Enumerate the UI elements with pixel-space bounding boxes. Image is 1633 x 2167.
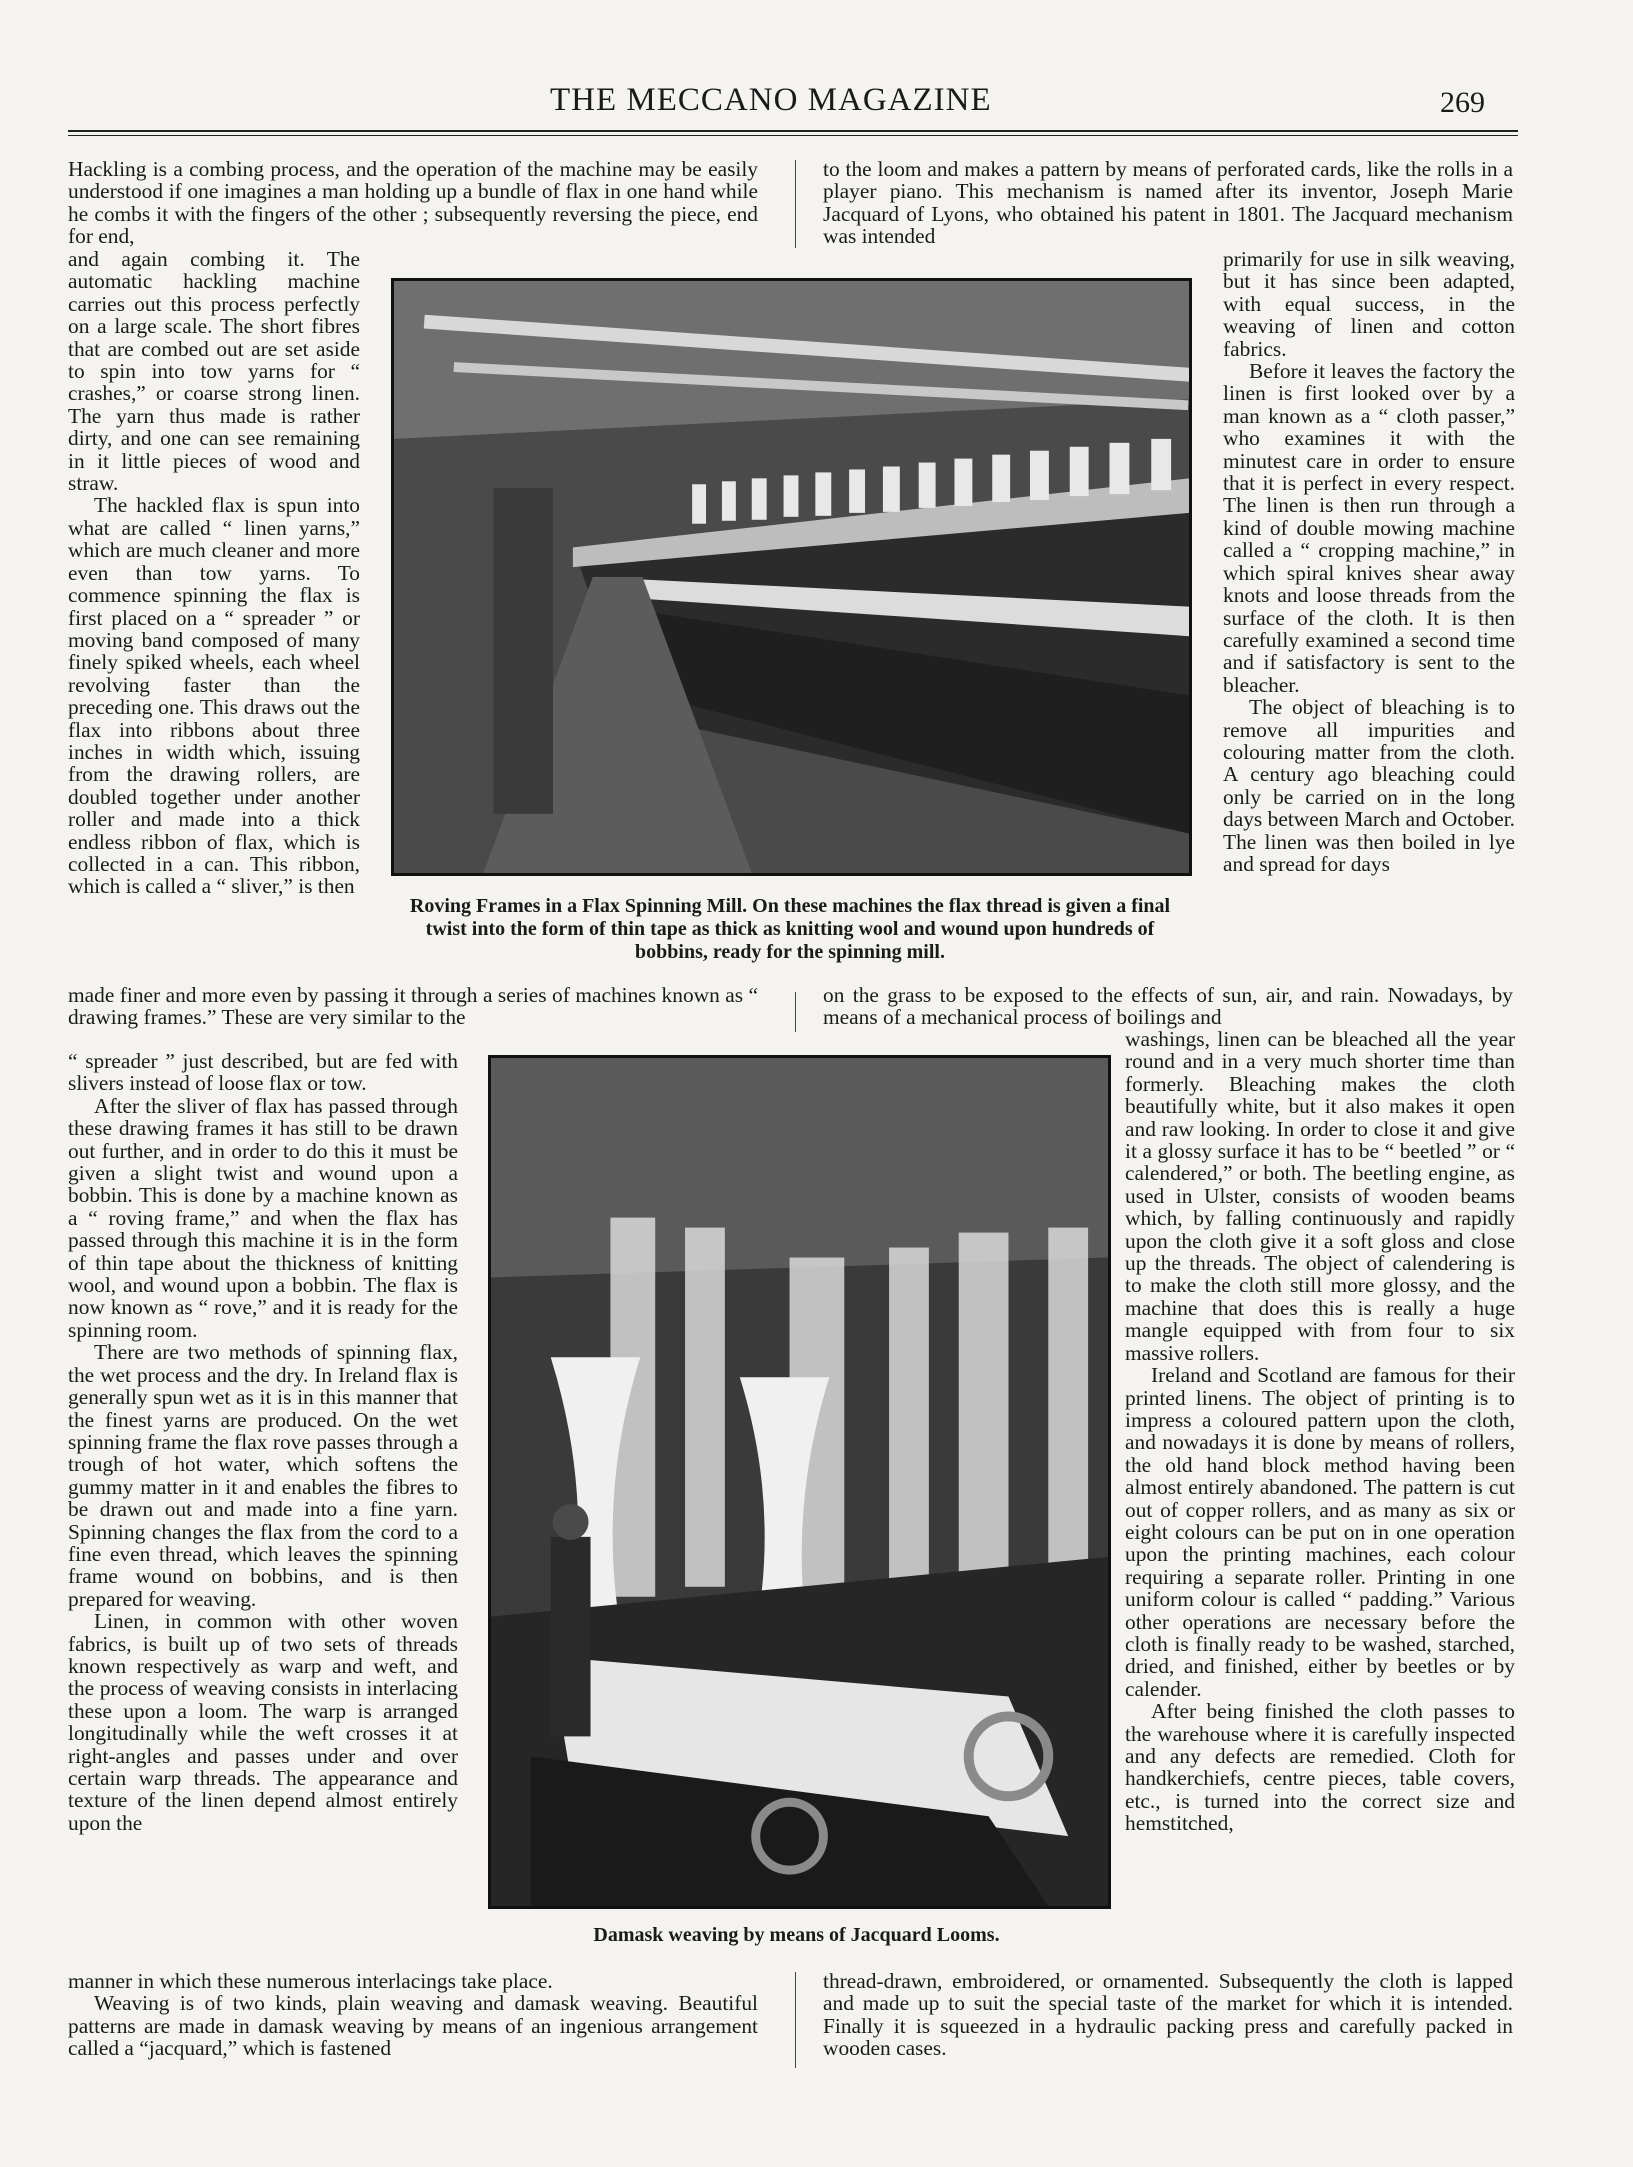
paragraph: The hackled flax is spun into what are called “ linen yarns,” which are much cleaner and more even than tow yarns. To commence spinning the flax is first placed on a “ spreader ” or moving band composed of many finely spiked wheels, each wheel revolving faster than the preceding one. This draws out the flax into ribbons about three inches in width which, issuing from the drawing rollers, are doubled together under another roller and made into a thick endless ribbon of flax, which is collected in a can. This ribbon, which is called a “ sliver,” is then <box>68 493 360 899</box>
text-block <box>68 248 360 898</box>
photo-caption: Damask weaving by means of Jacquard Looms. <box>593 1924 1000 1946</box>
paragraph: and again combing it. The automatic hackling machine carries out this process perfectly on a large scale. The short fibres that are combed out are set aside to spin into tow yarns for “ crashes,” or coarse strong linen. The yarn thus made is rather dirty, and one can see remaining in it little pieces of wood and straw. <box>68 247 360 496</box>
paragraph: thread-drawn, embroidered, or ornamented. Subsequently the cloth is lapped and made up to suit the special taste of the market for which it is intended. Finally it is squeezed in a hydraulic packing press and carefully packed in wooden cases. <box>823 1969 1513 2061</box>
photo-caption: Roving Frames in a Flax Spinning Mill. On these machines the flax thread is given a final twist into the form of thin tape as thick as knitting wool and wound upon hundreds of bobbins, ready for the spinning mill. <box>409 895 1171 963</box>
paragraph: Hackling is a combing process, and the operation of the machine may be easily understood if one imagines a man holding up a bundle of flax in one hand while he combs it with the fingers of the other ; subsequently reversing the piece, end for end, <box>68 157 758 249</box>
paragraph: The object of bleaching is to remove all impurities and colouring matter from the cloth. A century ago bleaching could only be carried on in the long days between March and October. The linen was then boiled in lye and spread for days <box>1223 695 1515 876</box>
paragraph: After being finished the cloth passes to the warehouse where it is carefully inspected and any defects are remedied. Cloth for handkerchiefs, centre pieces, table covers, etc., is turned into the correct size and hemstitched, <box>1125 1699 1515 1836</box>
paragraph: After the sliver of flax has passed through these drawing frames it has still to be drawn out further, and in order to do this it must be given a slight twist and wound upon a bobbin. This is done by a machine known as a “ roving frame,” and when the flax has passed through this machine it is in the form of thin tape about the thickness of knitting wool, and wound upon a bobbin. The flax is now known as “ rove,” and it is ready for the spinning room. <box>68 1093 458 1342</box>
paragraph: manner in which these numerous interlacings take place. <box>68 1969 553 1993</box>
column-divider-top <box>795 160 796 248</box>
text-block <box>68 984 758 1029</box>
jacquard-looms-photo <box>488 1055 1111 1909</box>
text-block <box>68 158 758 248</box>
column-divider-bottom <box>795 1972 796 2068</box>
paragraph: Before it leaves the factory the linen is first looked over by a man known as a “ cloth passer,” who examines it with the minutest care in order to ensure that it is perfect in every respect. The linen is then run through a kind of double mowing machine called a “ cropping machine,” in which spiral knives shear away knots and loose threads from the surface of the cloth. It is then carefully examined a second time and if satisfactory is sent to the bleacher. <box>1223 359 1515 697</box>
paragraph: made finer and more even by passing it through a series of machines known as “ drawing frames.” These are very similar to the <box>68 983 758 1030</box>
paragraph: on the grass to be exposed to the effects of sun, air, and rain. Nowadays, by means of a mechanical process of boilings and <box>823 983 1513 1030</box>
paragraph: “ spreader ” just described, but are fed with slivers instead of loose flax or tow. <box>68 1049 458 1096</box>
paragraph: There are two methods of spinning flax, the wet process and the dry. In Ireland flax is generally spun wet as it is in this manner that the finest yarns are produced. On the wet spinning frame the flax rove passes through a trough of hot water, which softens the gummy matter in it and enables the fibres to be drawn out and made into a fine yarn. Spinning changes the flax from the cord to a fine even thread, which leaves the spinning frame wound on bobbins, and is then prepared for weaving. <box>68 1340 458 1611</box>
paragraph: primarily for use in silk weaving, but it has since been adapted, with equal success, in the weaving of linen and cotton fabrics. <box>1223 247 1515 361</box>
text-block <box>823 1970 1513 2060</box>
header-rule-thin <box>68 135 1518 136</box>
paragraph: to the loom and makes a pattern by means of perforated cards, like the rolls in a player piano. This mechanism is named after its inventor, Joseph Marie Jacquard of Lyons, who obtained his patent in 1801. The Jacquard mechanism was intended <box>823 157 1513 249</box>
text-block <box>1125 1028 1515 1835</box>
page-number: 269 <box>1440 86 1485 119</box>
header-rule <box>68 130 1518 132</box>
text-block <box>823 158 1513 248</box>
page-title: THE MECCANO MAGAZINE <box>550 82 992 118</box>
text-block <box>1223 248 1515 875</box>
text-block <box>823 984 1513 1029</box>
paragraph: Ireland and Scotland are famous for their printed linens. The object of printing is to impress a coloured pattern upon the cloth, and nowadays it is done by means of rollers, the old hand block method having been almost entirely abandoned. The pattern is cut out of copper rollers, and as many as six or eight colours can be put on in one operation upon the printing machines, each colour requiring a separate roller. Printing in one uniform colour is called “ padding.” Various other operations are necessary before the cloth is finally ready to be washed, starched, dried, and finished, either by beetles or by calender. <box>1125 1363 1515 1701</box>
paragraph: Linen, in common with other woven fabrics, is built up of two sets of threads known respectively as warp and weft, and the process of weaving consists in interlacing these upon a loom. The warp is arranged longitudinally while the weft crosses it at right-angles and passes under and over certain warp threads. The appearance and texture of the linen depend almost entirely upon the <box>68 1609 458 1835</box>
column-divider-middle <box>795 992 796 1032</box>
roving-frames-photo <box>391 278 1192 876</box>
text-block <box>68 1970 758 2060</box>
paragraph: Weaving is of two kinds, plain weaving and damask weaving. Beautiful patterns are made in damask weaving by means of an ingenious arrangement called a “jacquard,” which is fastened <box>68 1991 758 2061</box>
paragraph: washings, linen can be bleached all the year round and in a very much shorter time than formerly. Bleaching makes the cloth beautifully white, but it also makes it open and raw looking. In order to close it and give it a glossy surface it has to be “ beetled ” or “ calendered,” or both. The beetling engine, as used in Ulster, consists of wooden beams which, by falling continuously and rapidly upon the cloth give it a soft gloss and close up the threads. The object of calendering is to make the cloth still more glossy, and the machine that does this is really a huge mangle equipped with from four to six massive rollers. <box>1125 1027 1515 1365</box>
text-block <box>68 1050 458 1834</box>
